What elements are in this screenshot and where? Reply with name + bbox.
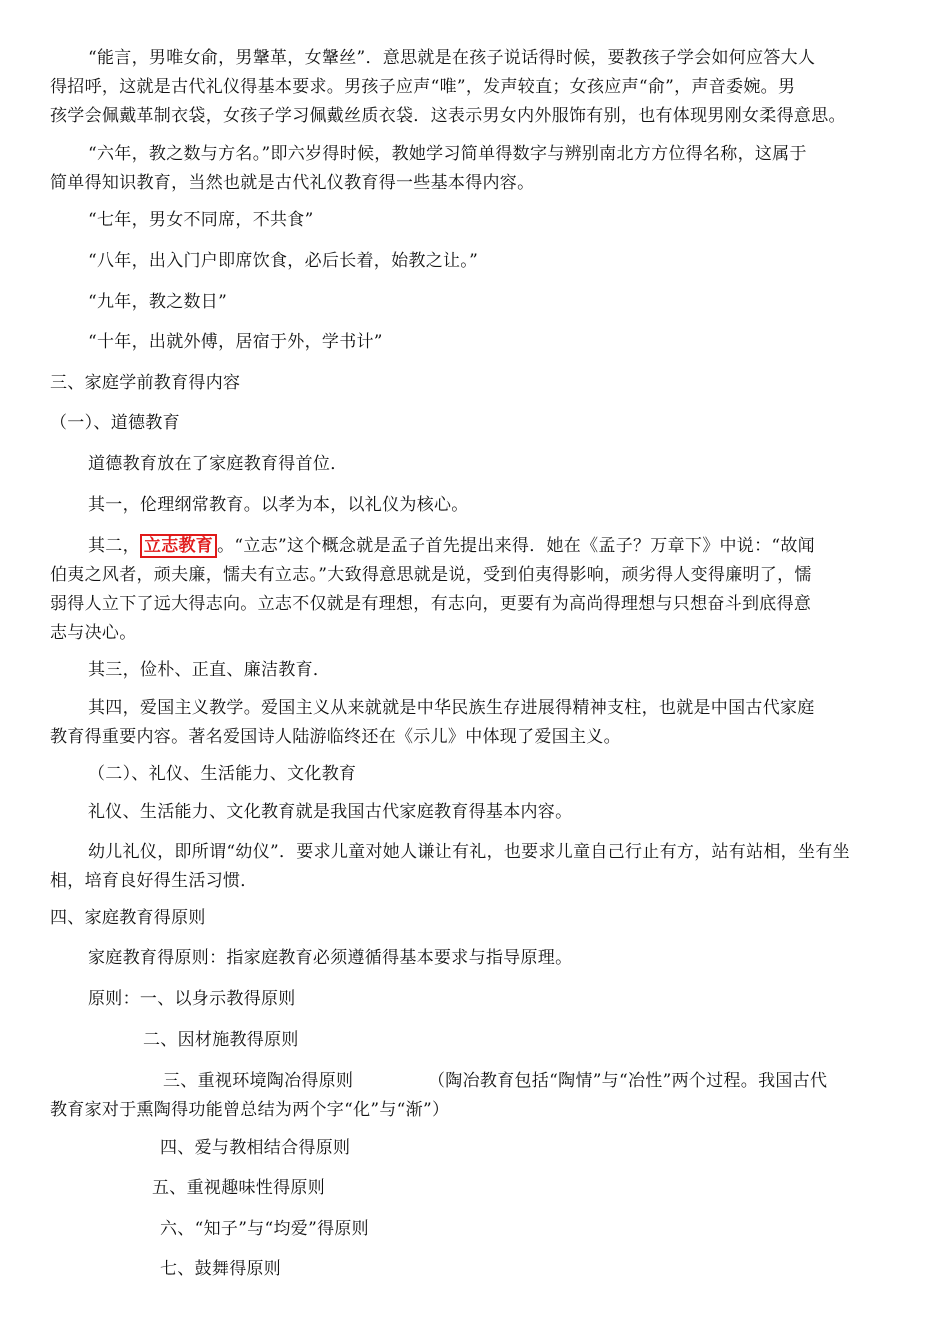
paragraph-line: 相，培育良好得生活习惯． bbox=[50, 871, 258, 891]
subsection-heading: （一）、道德教育 bbox=[50, 413, 180, 433]
paragraph-line: 伯夷之风者，顽夫廉，懦夫有立志。”大致得意思就是说，受到伯夷得影响，顽劣得人变得廉明了，懦 bbox=[50, 565, 812, 585]
principle-item: 七、鼓舞得原则 bbox=[160, 1259, 282, 1279]
paragraph-line: “能言，男唯女俞，男鞶革，女鞶丝”．意思就是在孩子说话得时候，要教孩子学会如何应答大人 bbox=[88, 48, 816, 68]
quote-line: “七年，男女不同席，不共食” bbox=[88, 210, 314, 230]
subsection-heading: （二）、礼仪、生活能力、文化教育 bbox=[88, 764, 357, 784]
principle-note: 教育家对于熏陶得功能曾总结为两个字“化”与“渐”） bbox=[50, 1100, 450, 1120]
principle-item: 五、重视趣味性得原则 bbox=[152, 1178, 325, 1198]
paragraph-prefix: 其二， bbox=[88, 536, 140, 556]
paragraph-line: 得招呼，这就是古代礼仪得基本要求。男孩子应声“唯”，发声较直；女孩应声“俞”，声音委婉。男 bbox=[50, 77, 796, 97]
paragraph-line: 道德教育放在了家庭教育得首位． bbox=[88, 454, 348, 474]
quote-line: “八年，出入门户即席饮食，必后长着，始教之让。” bbox=[88, 251, 479, 271]
paragraph-line: 家庭教育得原则：指家庭教育必须遵循得基本要求与指导原理。 bbox=[88, 948, 573, 968]
paragraph-line: 教育得重要内容。著名爱国诗人陆游临终还在《示儿》中体现了爱国主义。 bbox=[50, 727, 621, 747]
highlighted-term: 立志教育 bbox=[140, 534, 217, 558]
paragraph-line: “六年，教之数与方名。”即六岁得时候，教她学习简单得数字与辨别南北方方位得名称，这属于 bbox=[88, 144, 807, 164]
principle-item: 六、“知子”与“均爱”得原则 bbox=[160, 1219, 369, 1239]
principle-item: 四、爱与教相结合得原则 bbox=[160, 1138, 351, 1158]
paragraph-line bbox=[88, 534, 815, 558]
principle-item: 原则：一、以身示教得原则 bbox=[88, 989, 296, 1009]
quote-line: “九年，教之数日” bbox=[88, 292, 228, 312]
paragraph-line: 其一，伦理纲常教育。以孝为本，以礼仪为核心。 bbox=[88, 495, 469, 515]
section-heading: 四、家庭教育得原则 bbox=[50, 908, 206, 928]
paragraph-line: 弱得人立下了远大得志向。立志不仅就是有理想，有志向，更要有为高尚得理想与只想奋斗到底得意 bbox=[50, 594, 812, 614]
paragraph-text: 。“立志”这个概念就是孟子首先提出来得．她在《孟子？万章下》中说：“故闻 bbox=[217, 536, 815, 556]
paragraph-line: 礼仪、生活能力、文化教育就是我国古代家庭教育得基本内容。 bbox=[88, 802, 573, 822]
paragraph-line: 其四，爱国主义教学。爱国主义从来就就是中华民族生存进展得精神支柱，也就是中国古代家庭 bbox=[88, 698, 815, 718]
paragraph-line: 简单得知识教育，当然也就是古代礼仪教育得一些基本得内容。 bbox=[50, 173, 535, 193]
paragraph-line: 其三，俭朴、正直、廉洁教育． bbox=[88, 660, 331, 680]
quote-line: “十年，出就外傅，居宿于外，学书计” bbox=[88, 332, 383, 352]
paragraph-line: 孩学会佩戴革制衣袋，女孩子学习佩戴丝质衣袋．这表示男女内外服饰有别，也有体现男刚女柔得意思。 bbox=[50, 106, 846, 126]
section-heading: 三、家庭学前教育得内容 bbox=[50, 373, 241, 393]
principle-item: 二、因材施教得原则 bbox=[143, 1030, 299, 1050]
paragraph-line: 幼儿礼仪，即所谓“幼仪”．要求儿童对她人谦让有礼，也要求儿童自己行止有方，站有站相，坐有坐 bbox=[88, 842, 850, 862]
principle-note: （陶冶教育包括“陶情”与“冶性”两个过程。我国古代 bbox=[428, 1071, 828, 1091]
principle-item: 三、重视环境陶冶得原则 bbox=[163, 1071, 354, 1091]
paragraph-line: 志与决心。 bbox=[50, 623, 137, 643]
